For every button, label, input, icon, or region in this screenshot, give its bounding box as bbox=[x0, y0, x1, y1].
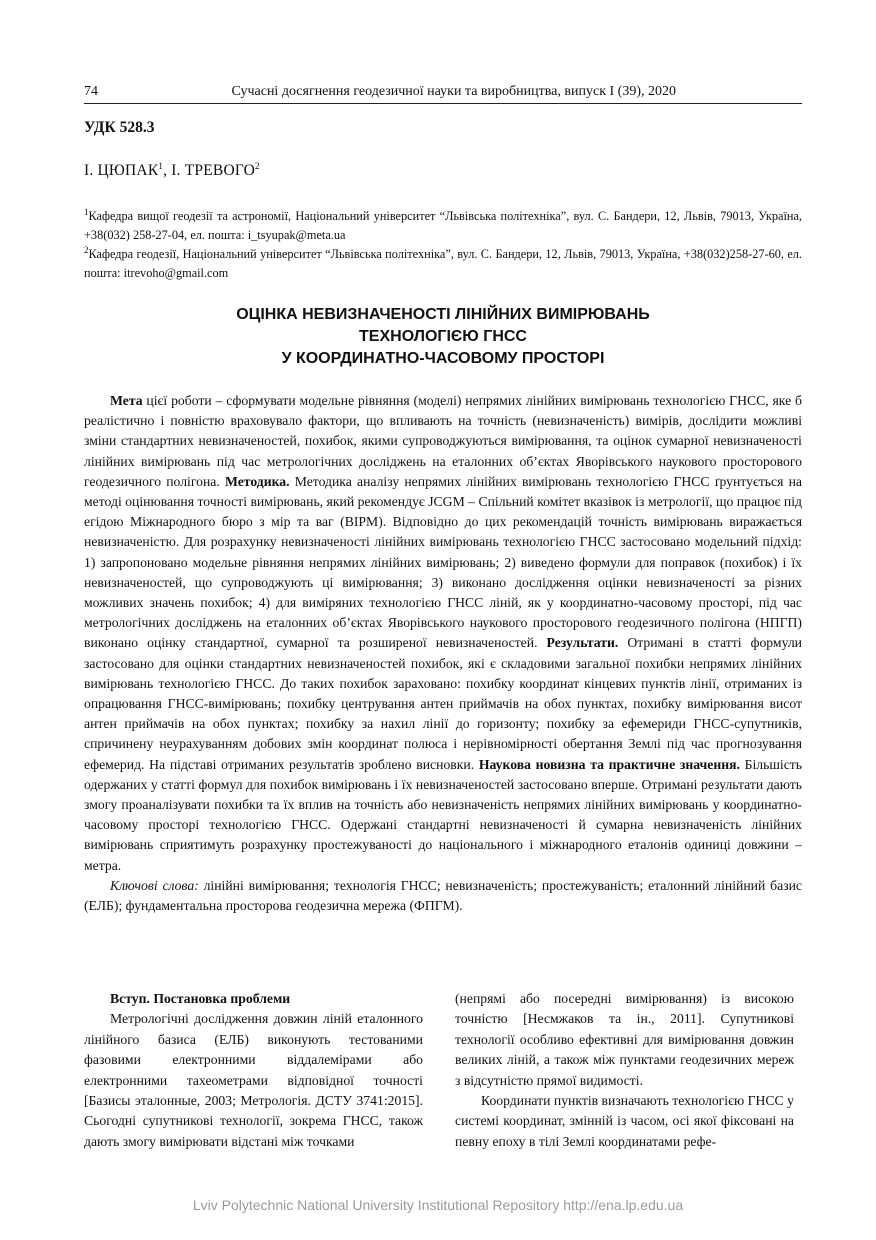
page-number: 74 bbox=[84, 84, 98, 99]
paper-title bbox=[84, 304, 802, 370]
author-2: І. ТРЕВОГО bbox=[171, 162, 256, 179]
intro-paragraph-2: Координати пунктів визначають технологією ГНСС у системі координат, змінній із часом, осі якої фіксовані на певну епоху в тілі Землі координатами рефе- bbox=[455, 1093, 794, 1149]
aim-label: Мета bbox=[110, 393, 143, 408]
journal-title: Сучасні досягнення геодезичної науки та виробництва, випуск І (39), 2020 bbox=[231, 84, 676, 99]
affiliations bbox=[84, 207, 802, 283]
keywords bbox=[84, 876, 802, 916]
aim-text: цієї роботи – сформувати модельне рівняння (моделі) непрямих лінійних вимірювань технологією ГНСС, яке б реалістично і повністю враховувало фактори, що впливають на точність (невизначеність) вимірів, дослідити можливі зміни стандартних невизначеностей, похибок, якими супроводжуються вимірювання, та оцінок сумарної невизначеності лінійних вимірювань під час метрологічних досліджень на еталонних об’єктах Яворівського наукового просторового геодезичного полігона. bbox=[84, 393, 802, 489]
results-label: Результати. bbox=[546, 635, 619, 651]
column-right bbox=[455, 989, 794, 1152]
novelty-text: Більшість одержаних у статті формул для похибок вимірювань і їх невизначеностей застосовано вперше. Отримані результати дають змогу проаналізувати похибки та їх вплив на точність або невизначеність непрямих лінійних вимірювань у координатно-часовому просторі технологією ГНСС. Одержані стандартні невизначеності й сумарна невизначеність лінійних вимірювань сприятимуть розрахунку простежуваності до національного і міжнародного еталонів одиниці довжини – метра. bbox=[84, 756, 802, 873]
title-line-1: ОЦІНКА НЕВИЗНАЧЕНОСТІ ЛІНІЙНИХ ВИМІРЮВАНЬ bbox=[236, 306, 650, 323]
abstract-body bbox=[84, 391, 802, 876]
author-1: І. ЦЮПАК bbox=[84, 162, 159, 179]
repository-footer: Lviv Polytechnic National University Institutional Repository http://ena.lp.edu.ua bbox=[192, 1197, 684, 1213]
affiliation-2-sup: 2 bbox=[84, 244, 89, 255]
title-line-2: ТЕХНОЛОГІЄЮ ГНСС bbox=[359, 328, 527, 345]
intro-paragraph-1-cont: (непрямі або посередні вимірювання) із високою точністю [Несмжаков та ін., 2011]. Супутникові технології особливо ефективні для вимірювання довжин великих ліній, а також між пунктами геодезичних мереж з відсутністю прямої видимості. bbox=[455, 991, 794, 1088]
novelty-label: Наукова новизна та практичне значення. bbox=[478, 756, 740, 772]
method-label: Методика. bbox=[224, 473, 290, 489]
method-text: Методика аналізу непрямих лінійних вимірювань технологією ГНСС ґрунтується на методі оцінювання точності вимірювань, який рекомендує JCGM – Спільний комітет вказівок із метрології, що працює під егідою Міжнародного бюро з мір та ваг (BIPM). Відповідно до цих рекомендацій точність вимірювань виражається невизначеністю. Для розрахунку невизначеності лінійних вимірювань технологією ГНСС застосовано модельний підхід: 1) запропоновано модельне рівняння непрямих лінійних вимірювань; 2) виведено формули для поправок (похибок) і їх невизначеностей, що супроводжують ці вимірювання; 3) виконано дослідження оцінки невизначеності за різних можливих значень похибок; 4) для виміряних технологією ГНСС ліній, як у координатно-часовому просторі, під час метрологічних досліджень на еталонних об’єктах Яворівського наукового просторового геодезичного полігона (НПГП) виконано оцінку стандартної, сумарної та розширеної невизначеностей. bbox=[84, 473, 802, 651]
keywords-text: лінійні вимірювання; технологія ГНСС; невизначеність; простежуваність; еталонний лінійний базис (ЕЛБ); фундаментальна просторова геодезична мережа (ФПГМ). bbox=[84, 877, 802, 914]
affiliation-1 bbox=[84, 207, 802, 245]
intro-paragraph-1: Метрологічні дослідження довжин ліній еталонного лінійного базиса (ЕЛБ) виконують тестованими фазовими електронними віддалемірами або електронними тахеометрами відповідної точності [Базисы эталонные, 2003; Метрологія. ДСТУ 3741:2015]. Сьогодні супутникові технології, зокрема ГНСС, також дають змогу вимірювати відстані між точками bbox=[84, 1011, 423, 1149]
title-line-3: У КООРДИНАТНО-ЧАСОВОМУ ПРОСТОРІ bbox=[281, 350, 605, 367]
author-1-sup: 1 bbox=[158, 160, 164, 171]
results-text: Отримані в статті формули застосовано для оцінки стандартних невизначеностей похибок, які є складовими загальної похибки непрямих лінійних вимірювань технологією ГНСС. До таких похибок зараховано: похибку координат кінцевих пунктів лінії, отриманих із опрацювання ГНСС-вимірювань; похибку центрування антен приймачів на обох пунктах, похибку вимірювання висот антен приймачів на обох пунктах; похибку за нахил лінії до горизонту; похибку за ефемериди ГНСС-супутників, спричинену неурахуванням добових змін координат полюса і нерівномірності обертання Землі під час прогнозування ефемерид. На підставі отриманих результатів зроблено висновки. bbox=[84, 635, 802, 772]
affiliation-1-sup: 1 bbox=[84, 206, 89, 217]
keywords-label: Ключові слова: bbox=[110, 877, 199, 893]
affiliation-1-text: Кафедра вищої геодезії та астрономії, Національний університет “Львівська політехніка”, вул. С. Бандери, 12, Львів, 79013, Україна, +38(032) 258-27-04, ел. пошта: i_tsyupak@meta.ua bbox=[84, 209, 802, 242]
authors bbox=[84, 162, 260, 180]
author-2-sup: 2 bbox=[255, 160, 260, 171]
abstract bbox=[84, 391, 802, 916]
affiliation-2 bbox=[84, 245, 802, 283]
affiliation-2-text: Кафедра геодезії, Національний університет “Львівська політехніка”, вул. С. Бандери, 12, Львів, 79013, Україна, +38(032)258-27-60, ел. пошта: itrevoho@gmail.com bbox=[84, 247, 802, 280]
section-heading: Вступ. Постановка проблеми bbox=[110, 991, 291, 1006]
author-separator: , bbox=[163, 162, 172, 179]
column-left bbox=[84, 989, 423, 1152]
running-header bbox=[84, 84, 802, 104]
udk-code: УДК 528.3 bbox=[84, 119, 155, 136]
